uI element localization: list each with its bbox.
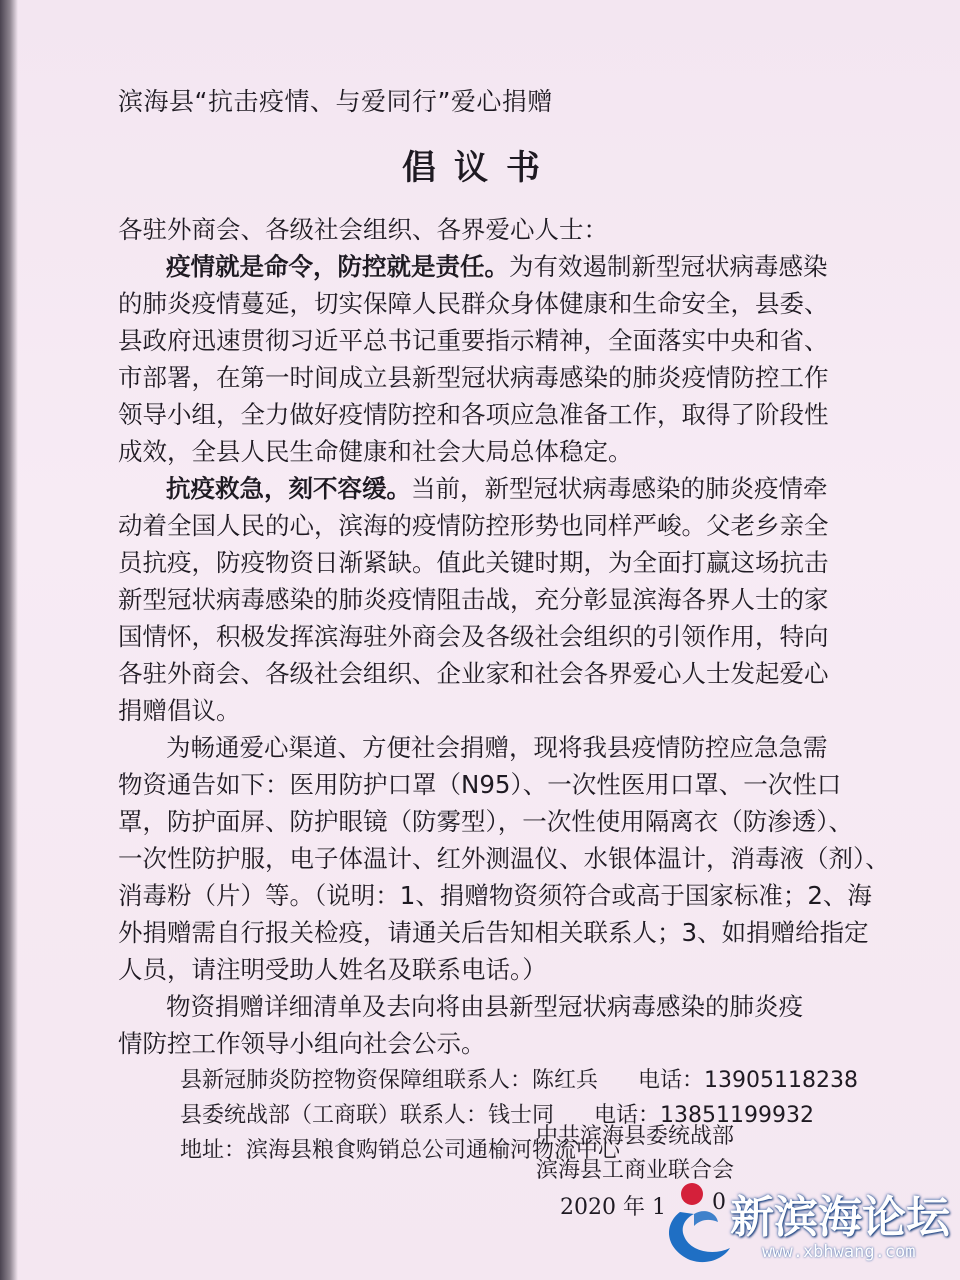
paragraph-3-line: 为畅通爱心渠道、方便社会捐赠，现将我县疫情防控应急急需	[166, 733, 828, 762]
contact-line: 县新冠肺炎防控物资保障组联系人：陈红兵 电话：13905118238	[180, 1068, 858, 1093]
paragraph-3-line: 物资通告如下：医用防护口罩（N95）、一次性医用口罩、一次性口	[118, 770, 842, 799]
paragraph-2-line: 员抗疫，防疫物资日渐紧缺。值此关键时期，为全面打赢这场抗击	[118, 548, 829, 577]
document-title: 倡议书	[402, 148, 558, 188]
contact-phone: 电话：13851199932	[594, 1103, 814, 1128]
paragraph-4-line: 情防控工作领导小组向社会公示。	[118, 1029, 486, 1058]
salutation: 各驻外商会、各级社会组织、各界爱心人士：	[118, 215, 608, 244]
paragraph-2-line: 各驻外商会、各级社会组织、企业家和社会各界爱心人士发起爱心	[118, 659, 829, 688]
paragraph-1-line: 市部署，在第一时间成立县新型冠状病毒感染的肺炎疫情防控工作	[118, 363, 829, 392]
forum-logo-icon	[660, 1178, 734, 1266]
paragraph-1-line: 疫情就是命令，防控就是责任。为有效遏制新型冠状病毒感染	[166, 252, 828, 281]
signature-org: 滨海县工商业联合会	[536, 1158, 735, 1183]
paragraph-2-line: 新型冠状病毒感染的肺炎疫情阻击战，充分彰显滨海各界人士的家	[118, 585, 829, 614]
paragraph-3-line: 罩，防护面屏、防护眼镜（防雾型），一次性使用隔离衣（防渗透）、	[118, 807, 853, 836]
signature-org: 中共滨海县委统战部	[536, 1124, 735, 1149]
paragraph-1-line: 的肺炎疫情蔓延，切实保障人民群众身体健康和生命安全，县委、	[118, 289, 829, 318]
paper-edge-shadow	[0, 0, 18, 1280]
paragraph-3-line: 外捐赠需自行报关检疫，请通关后告知相关联系人；3、如捐赠给指定	[118, 918, 869, 947]
paragraph-3-line: 消毒粉（片）等。（说明：1、捐赠物资须符合或高于国家标准；2、海	[118, 881, 872, 910]
forum-watermark-url: www.xbhwang.com	[762, 1242, 916, 1262]
contact-phone: 电话：13905118238	[638, 1068, 858, 1093]
forum-watermark-name: 新滨海论坛	[730, 1192, 950, 1243]
paragraph-2-line: 动着全国人民的心，滨海的疫情防控形势也同样严峻。父老乡亲全	[118, 511, 829, 540]
paragraph-2-line: 国情怀，积极发挥滨海驻外商会及各级社会组织的引领作用，特向	[118, 622, 829, 651]
paragraph-3-line: 一次性防护服，电子体温计、红外测温仪、水银体温计，消毒液（剂）、	[118, 844, 890, 873]
paragraph-2-lead: 抗疫救急，刻不容缓。	[166, 474, 411, 503]
paragraph-3-line: 人员，请注明受助人姓名及联系电话。）	[118, 955, 547, 984]
paragraph-1-line: 成效，全县人民生命健康和社会大局总体稳定。	[118, 437, 633, 466]
paragraph-1-lead: 疫情就是命令，防控就是责任。	[166, 252, 509, 281]
paragraph-2-line: 抗疫救急，刻不容缓。当前，新型冠状病毒感染的肺炎疫情牵	[166, 474, 828, 503]
signature-date-tail: 0	[712, 1190, 726, 1215]
contact-line: 县委统战部（工商联）联系人：钱士同 电话：13851199932	[180, 1103, 814, 1128]
document-heading: 滨海县“抗击疫情、与爱同行”爱心捐赠	[118, 87, 553, 116]
paragraph-1-line: 领导小组，全力做好疫情防控和各项应急准备工作，取得了阶段性	[118, 400, 829, 429]
paragraph-2-line: 捐赠倡议。	[118, 696, 241, 725]
address-line: 地址：滨海县粮食购销总公司通榆河物流中心	[180, 1138, 621, 1163]
paragraph-4-line: 物资捐赠详细清单及去向将由县新型冠状病毒感染的肺炎疫	[166, 992, 803, 1021]
paragraph-1-line: 县政府迅速贯彻习近平总书记重要指示精神，全面落实中央和省、	[118, 326, 829, 355]
signature-date: 2020 年 1	[560, 1195, 666, 1220]
